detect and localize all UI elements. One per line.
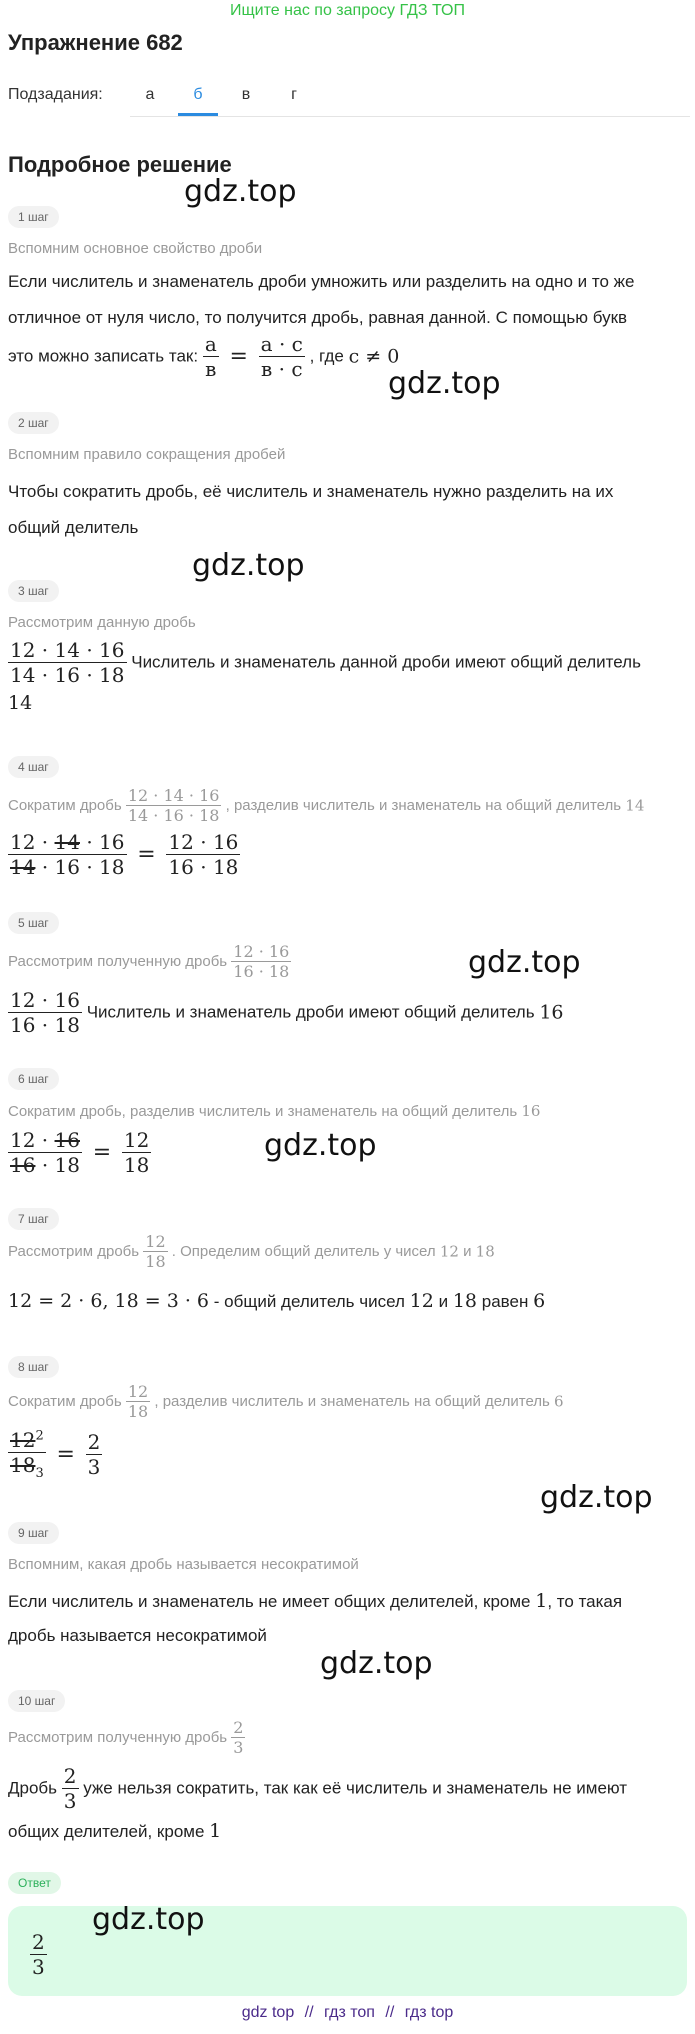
math-value: 14 <box>8 692 33 714</box>
watermark: gdz.top <box>388 366 501 401</box>
tab-g[interactable]: г <box>291 86 297 103</box>
step-formula-line: $\frac{12 \cdot 16}{16 \cdot 18}$ = $\frac{12}{18}$ <box>10 1128 150 1177</box>
watermark: gdz.top <box>540 1480 653 1515</box>
step-hint: Вспомним основное свойство дроби <box>8 240 263 257</box>
fraction: $\frac{a \cdot c}{в \cdot c}$ <box>260 332 303 381</box>
step-text: , где <box>309 346 344 366</box>
watermark: gdz.top <box>192 548 305 583</box>
fraction: $\frac{2}{3}$ <box>87 1430 101 1479</box>
fraction: $\frac{a}{в}$ <box>204 332 217 381</box>
fraction: $\frac{12 \cdot 16}{16 \cdot 18}$ <box>10 1128 80 1177</box>
step-hint: Вспомним, какая дробь называется несократимой <box>8 1556 359 1573</box>
step-hint-line: Рассмотрим полученную дробь $\frac{2}{3}$ <box>8 1718 244 1757</box>
watermark: gdz.top <box>320 1646 433 1681</box>
step-formula-line <box>8 988 564 1037</box>
tab-a[interactable]: а <box>145 86 155 103</box>
fraction: $\frac{12 \cdot 14 \cdot 16}{14 \cdot 16 \cdot 18}$ <box>10 638 125 687</box>
tab-b[interactable]: б <box>193 86 203 103</box>
subtasks-tabs <box>130 76 690 117</box>
step-formula-line: 12 = 2 · 6, 18 = 3 · 6 - общий делитель чисел 12 и 18 равен 6 <box>8 1290 546 1312</box>
step-badge: 8 шаг <box>8 1356 59 1378</box>
fraction: $\frac{12 \cdot 16}{16 \cdot 18}$ <box>10 988 80 1037</box>
step-text: дробь называется несократимой <box>8 1626 267 1645</box>
answer-box <box>8 1902 687 1996</box>
subtasks-label: Подзадания: <box>8 86 103 103</box>
footer-link-gdz-top-ru[interactable]: гдз топ <box>324 2004 375 2021</box>
active-tab-indicator <box>178 113 218 116</box>
step-text-line: Если числитель и знаменатель не имеет общих делителей, кроме 1, то такая <box>8 1590 623 1612</box>
step-formula-line: Дробь $\frac{2}{3}$ уже нельзя сократить, так как её числитель и знаменатель не имеют <box>8 1764 628 1813</box>
math-condition: c ≠ 0 <box>348 345 400 368</box>
step-formula-line: это можно записать так: $\frac{a}{в}$ = $\frac{a \cdot c}{в \cdot c}$ , где c ≠ 0 <box>8 332 400 381</box>
step-hint-line: Сократим дробь $\frac{12}{18}$ , разделив числитель и знаменатель на общий делитель 6 <box>8 1382 564 1421</box>
fraction: $\frac{12}{18}$ <box>145 1232 166 1271</box>
footer-separator: // <box>304 2004 314 2021</box>
step-hint: Рассмотрим данную дробь <box>8 614 196 631</box>
fraction: $\frac{12 \cdot 14 \cdot 16}{14 \cdot 16 \cdot 18}$ <box>10 830 125 879</box>
step-text: Чтобы сократить дробь, её числитель и знаменатель нужно разделить на их <box>8 482 614 501</box>
fraction: $\frac{12}{18}$ <box>123 1128 150 1177</box>
step-badge: 3 шаг <box>8 580 59 602</box>
watermark: gdz.top <box>184 174 297 209</box>
fraction: $\frac{2}{3}$ <box>233 1718 244 1757</box>
step-badge: 6 шаг <box>8 1068 59 1090</box>
fraction: $\frac{12 \cdot 16}{16 \cdot 18}$ <box>168 830 239 879</box>
step-text-line: общих делителей, кроме 1 <box>8 1820 222 1842</box>
footer-separator: // <box>385 2004 395 2021</box>
step-badge: 5 шаг <box>8 912 59 934</box>
step-badge: 7 шаг <box>8 1208 59 1230</box>
step-text: Числитель и знаменатель данной дроби имеют общий делитель <box>131 652 641 672</box>
solution-title: Подробное решение <box>8 152 232 177</box>
footer-links <box>0 2004 695 2022</box>
step-hint-line: Сократим дробь $\frac{12 \cdot 14 \cdot 16}{14 \cdot 16 \cdot 18}$ , разделив числитель и знаменатель на общий делитель 14 <box>8 786 645 825</box>
fraction: $\frac{12}{18}$ <box>127 1382 149 1421</box>
step-text: Если числитель и знаменатель дроби умножить или разделить на одно и то же <box>8 272 635 291</box>
step-formula-line: $\frac{12 \cdot 14 \cdot 16}{14 \cdot 16 \cdot 18}$ = $\frac{12 \cdot 16}{16 \cdot 18}$ <box>10 830 239 879</box>
fraction: $\frac{12 \cdot 14 \cdot 16}{14 \cdot 16 \cdot 18}$ <box>127 786 220 825</box>
step-hint: Вспомним правило сокращения дробей <box>8 446 286 463</box>
watermark: gdz.top <box>92 1902 205 1937</box>
step-hint-line: Рассмотрим полученную дробь $\frac{12 \cdot 16}{16 \cdot 18}$ <box>8 942 290 981</box>
page-title: Упражнение 682 <box>8 30 183 55</box>
answer-fraction: $\frac{2}{3}$ <box>32 1930 45 1979</box>
step-formula-line: $\frac{12^2}{18_3}$ = $\frac{2}{3}$ <box>10 1428 101 1481</box>
step-hint-line: Рассмотрим дробь $\frac{12}{18}$ . Определим общий делитель у чисел 12 и 18 <box>8 1232 495 1271</box>
step-text: общий делитель <box>8 518 139 537</box>
step-badge: 4 шаг <box>8 756 59 778</box>
step-text: Числитель и знаменатель дроби имеют общий делитель <box>86 1002 535 1022</box>
watermark: gdz.top <box>468 945 581 980</box>
step-formula-line <box>8 638 641 687</box>
step-badge: 10 шаг <box>8 1690 65 1712</box>
tab-v[interactable]: в <box>241 86 251 103</box>
step-text: отличное от нуля число, то получится дробь, равная данной. С помощью букв <box>8 308 628 327</box>
fraction: $\frac{12^2}{18_3}$ <box>10 1428 44 1481</box>
step-text: это можно записать так: <box>8 346 199 366</box>
step-badge: 2 шаг <box>8 412 59 434</box>
fraction: $\frac{12 \cdot 16}{16 \cdot 18}$ <box>233 942 290 981</box>
step-badge: 1 шаг <box>8 206 59 228</box>
fraction: $\frac{2}{3}$ <box>63 1764 77 1813</box>
math-value: 16 <box>539 1001 564 1024</box>
footer-link-gdz-top-mixed[interactable]: гдз top <box>404 2004 454 2021</box>
watermark: gdz.top <box>264 1128 377 1163</box>
step-badge: 9 шаг <box>8 1522 59 1544</box>
footer-link-gdz-top[interactable]: gdz top <box>241 2004 295 2021</box>
promo-banner: Ищите нас по запросу ГДЗ ТОП <box>230 2 465 19</box>
answer-label: Ответ <box>8 1872 61 1894</box>
step-hint-line: Сократим дробь, разделив числитель и знаменатель на общий делитель 16 <box>8 1102 541 1120</box>
